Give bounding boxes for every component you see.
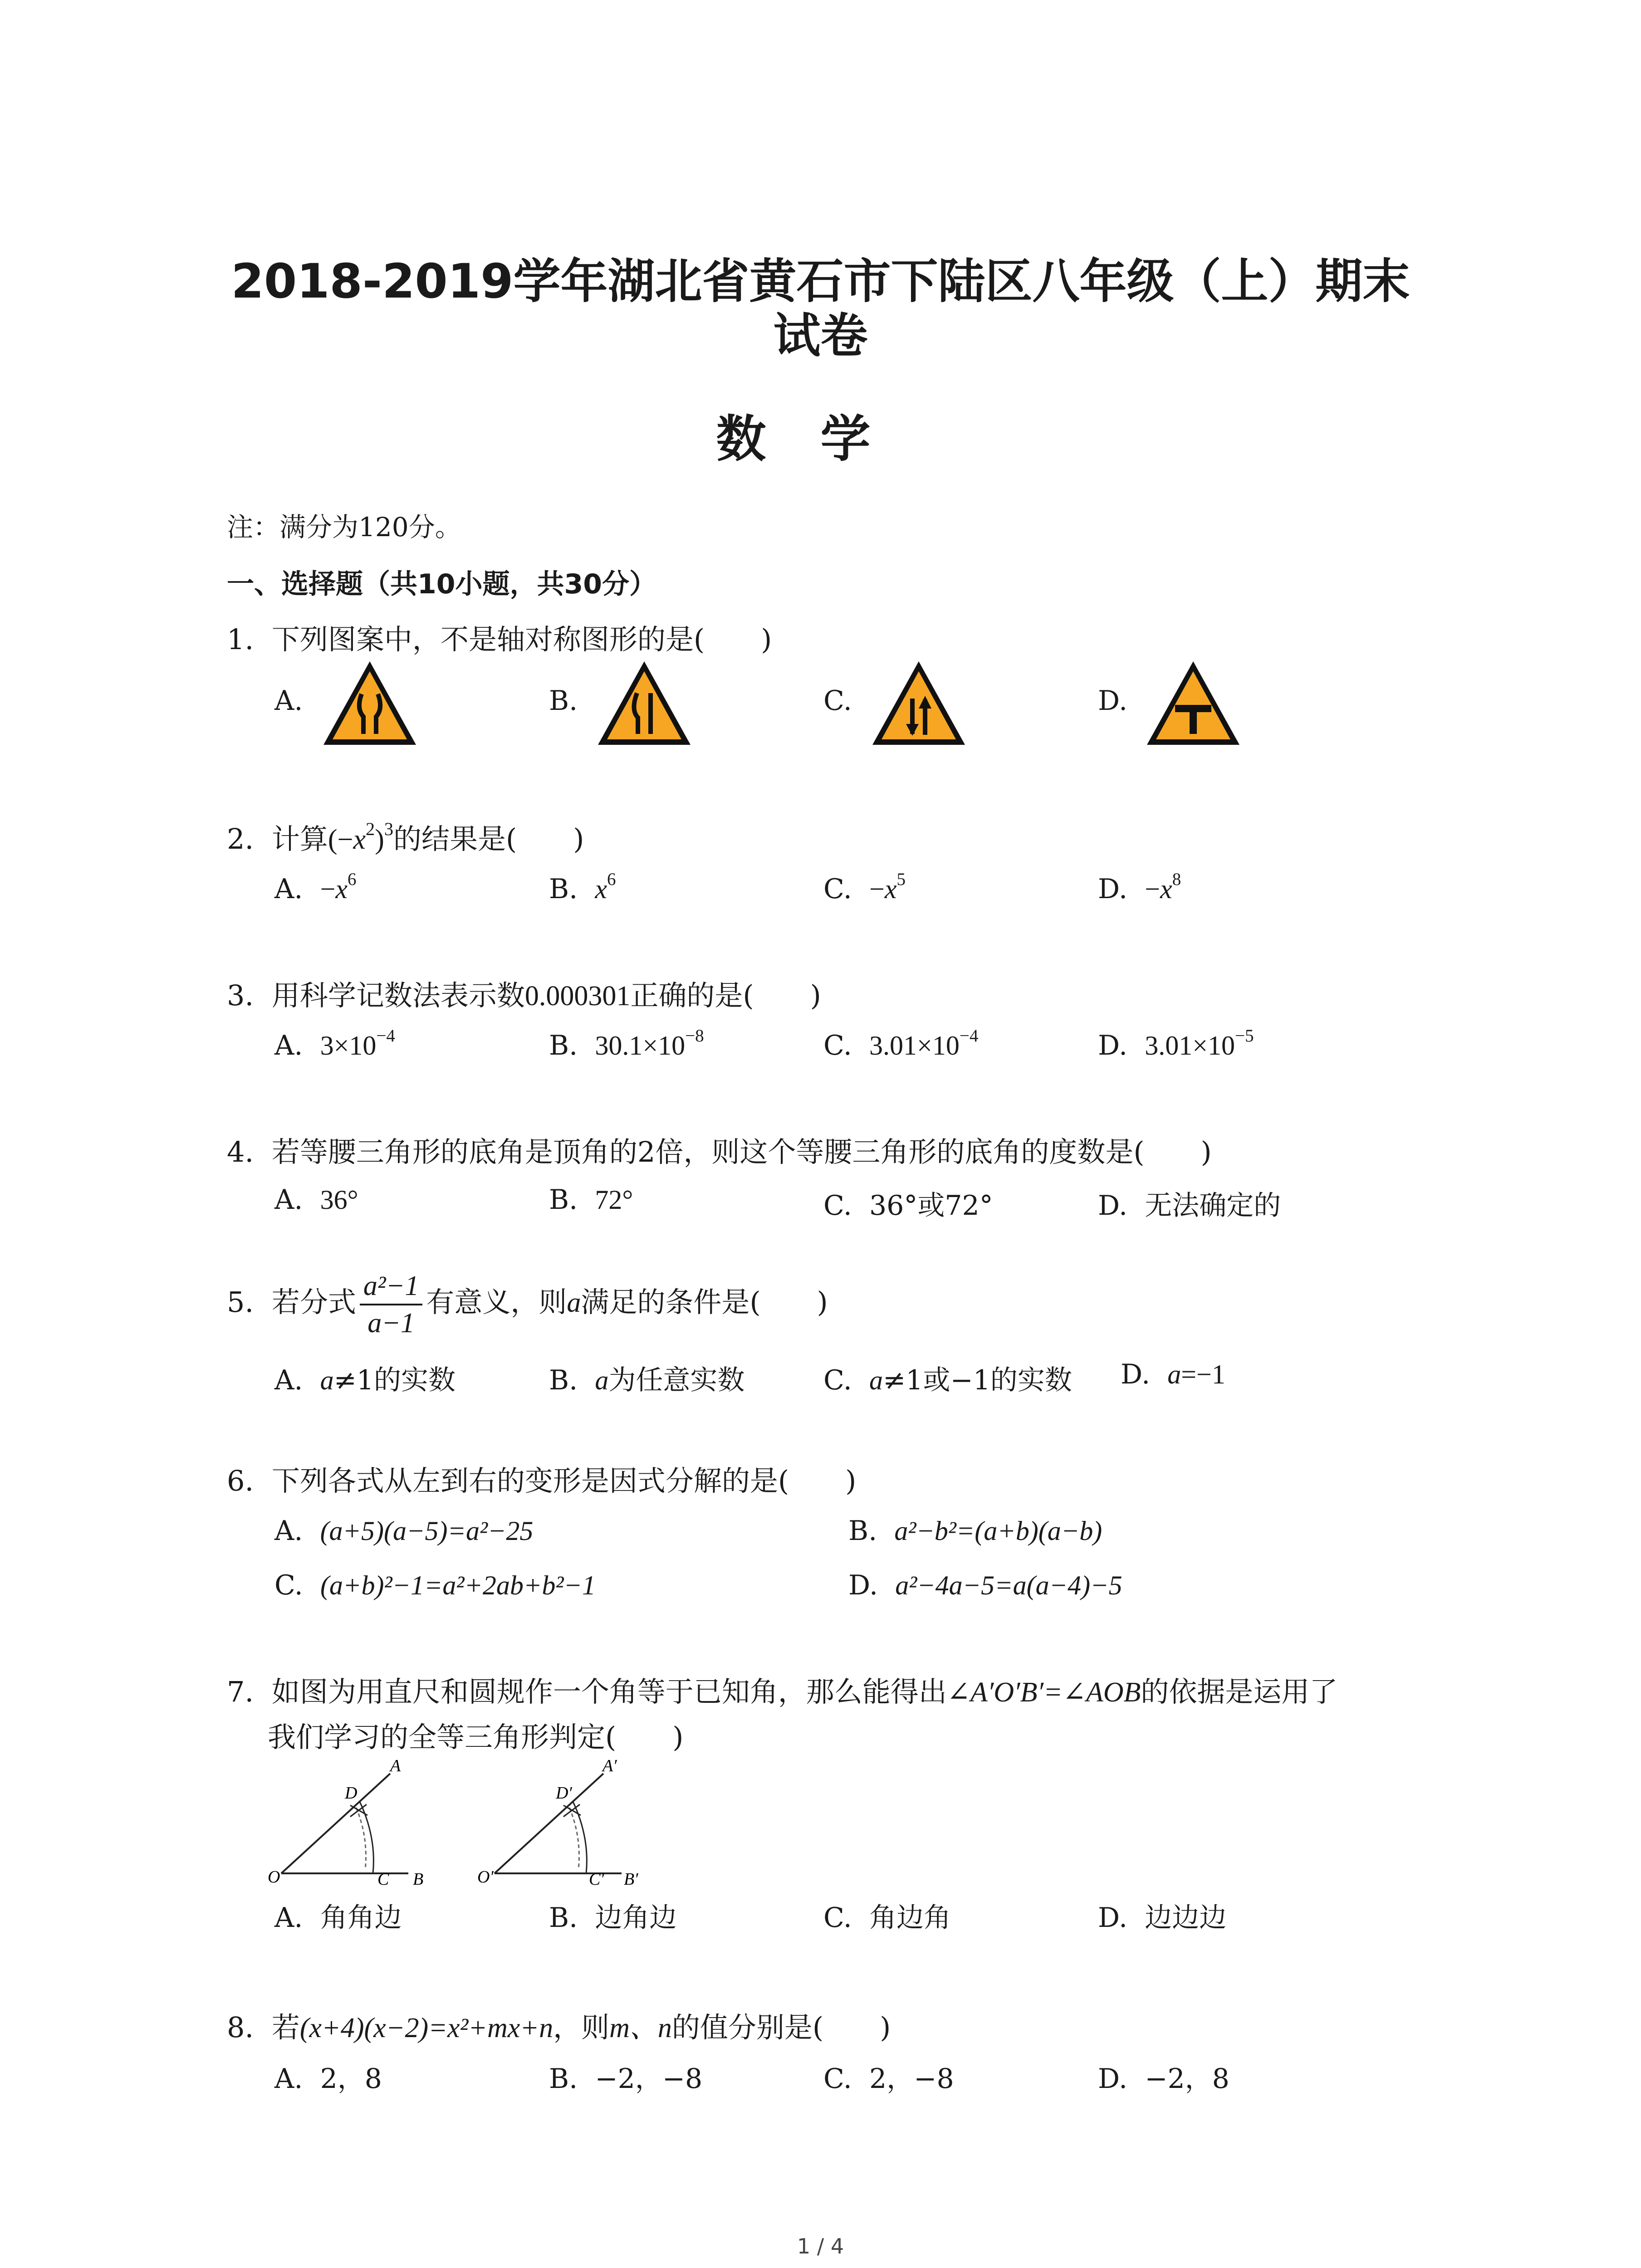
road-narrows-left-icon [594,658,694,750]
question-stem: 下列图案中，不是轴对称图形的是( ) [271,623,772,656]
label-o: O [268,1867,280,1887]
question-8: 8. 若(x+4)(x−2)=x²+mx+n，则m、n的值分别是( ) [227,2011,891,2044]
q1-option-b-label: B. [549,685,578,717]
two-way-traffic-icon [869,658,969,750]
subject-title: 数学 [716,410,925,468]
angle-figure-constructed [467,1751,658,1898]
q8-option-a: A. 2，8 [274,2063,382,2095]
q6-option-d: D. a²−4a−5=a(a−4)−5 [848,1569,1122,1601]
q8-option-d: D. −2，8 [1098,2063,1230,2095]
q6-option-a: A. (a+5)(a−5)=a²−25 [274,1515,534,1547]
q2-option-c: C. $-x^5$ [823,869,906,905]
question-1 [227,617,772,657]
q6-option-b: B. a²−b²=(a+b)(a−b) [848,1515,1102,1547]
question-2 [227,816,584,857]
q7-option-b: B. 边角边 [549,1902,677,1934]
question-7-line2: 我们学习的全等三角形判定( ) [268,1721,684,1754]
question-3 [227,973,821,1013]
question-4 [227,1129,1212,1170]
page-number: 1 / 4 [797,2234,844,2258]
q2-option-d: D. $-x^8$ [1098,869,1181,905]
q2-option-b: B. $x^6$ [549,869,616,905]
q7-option-d: D. 边边边 [1098,1902,1227,1934]
q2-option-a: A. $-x^6$ [274,869,357,905]
q1-option-c-label: C. [823,685,852,717]
label-o-prime: O′ [477,1867,494,1887]
q7-option-a: A. 角角边 [274,1902,402,1934]
q6-option-c: C. (a+b)²−1=a²+2ab+b²−1 [274,1569,596,1601]
q7-option-c: C. 角边角 [823,1902,951,1934]
question-stem: 若等腰三角形的底角是顶角的2倍，则这个等腰三角形的底角的度数是( ) [271,1135,1212,1168]
label-d-prime: D′ [556,1784,572,1803]
q3-option-d: D. $3.01\times 10^{-5}$ [1098,1026,1254,1061]
section-heading: 一、选择题（共10小题，共30分） [227,568,656,600]
q1-option-a-label: A. [274,685,303,717]
question-stem: 计算$(-x^2)^3$的结果是( ) [271,818,584,855]
question-6 [227,1458,856,1499]
question-number: 7. [227,1675,254,1708]
q3-option-b: B. $30.1\times 10^{-8}$ [549,1026,704,1061]
label-b-prime: B′ [624,1870,638,1889]
question-7: 7. 如图为用直尺和圆规作一个角等于已知角，那么能得出∠A′O′B′=∠AOB的依据是运用了 [227,1675,1338,1708]
label-c-prime: C′ [589,1870,604,1889]
question-number: 5. [227,1286,254,1319]
fraction: $\frac{\text{a²−1}}{a-1}$ [360,1270,422,1339]
label-a-prime: A′ [603,1756,617,1775]
q8-option-c: C. 2，−8 [823,2063,954,2095]
label-c: C [377,1870,389,1889]
question-number: 2. [227,822,254,855]
angle-figure-original [254,1751,445,1898]
label-d: D [345,1784,358,1803]
label-b: B [413,1870,424,1889]
exam-title-line1: 2018-2019学年湖北省黄石市下陆区八年级（上）期末 [231,254,1410,309]
question-5: 5. 若分式 $\frac{\text{a²−1}}{a-1}$ 有意义，则a满足的条件是( ) [227,1271,828,1339]
q5-option-b: B. a为任意实数 [549,1364,745,1396]
question-number: 4. [227,1135,254,1168]
q5-option-a: A. a≠1的实数 [274,1364,456,1396]
q8-option-b: B. −2，−8 [549,2063,703,2095]
q4-option-c: C. 36°或72° [823,1190,993,1222]
label-a: A [390,1756,401,1775]
t-junction-icon [1143,658,1243,750]
question-number: 6. [227,1464,254,1497]
q5-option-c: C. a≠1或−1的实数 [823,1364,1072,1396]
road-narrows-both-sides-icon [320,658,420,750]
q4-option-d: D. 无法确定的 [1098,1190,1281,1222]
exam-title-line2: 试卷 [773,308,868,363]
q4-option-b: B. 72° [549,1184,633,1216]
question-number: 1. [227,623,254,656]
question-number: 3. [227,979,254,1012]
q3-option-a: A. $3\times 10^{-4}$ [274,1026,395,1061]
question-stem: 用科学记数法表示数0.000301正确的是( ) [271,979,821,1012]
question-stem: 下列各式从左到右的变形是因式分解的是( ) [271,1464,857,1497]
question-number: 8. [227,2011,254,2044]
score-note: 注：满分为120分。 [227,512,461,543]
q3-option-c: C. $3.01\times 10^{-4}$ [823,1026,979,1061]
q4-option-a: A. 36° [274,1184,358,1216]
q5-option-d: D. a=−1 [1121,1359,1225,1390]
q1-option-d-label: D. [1098,685,1128,717]
